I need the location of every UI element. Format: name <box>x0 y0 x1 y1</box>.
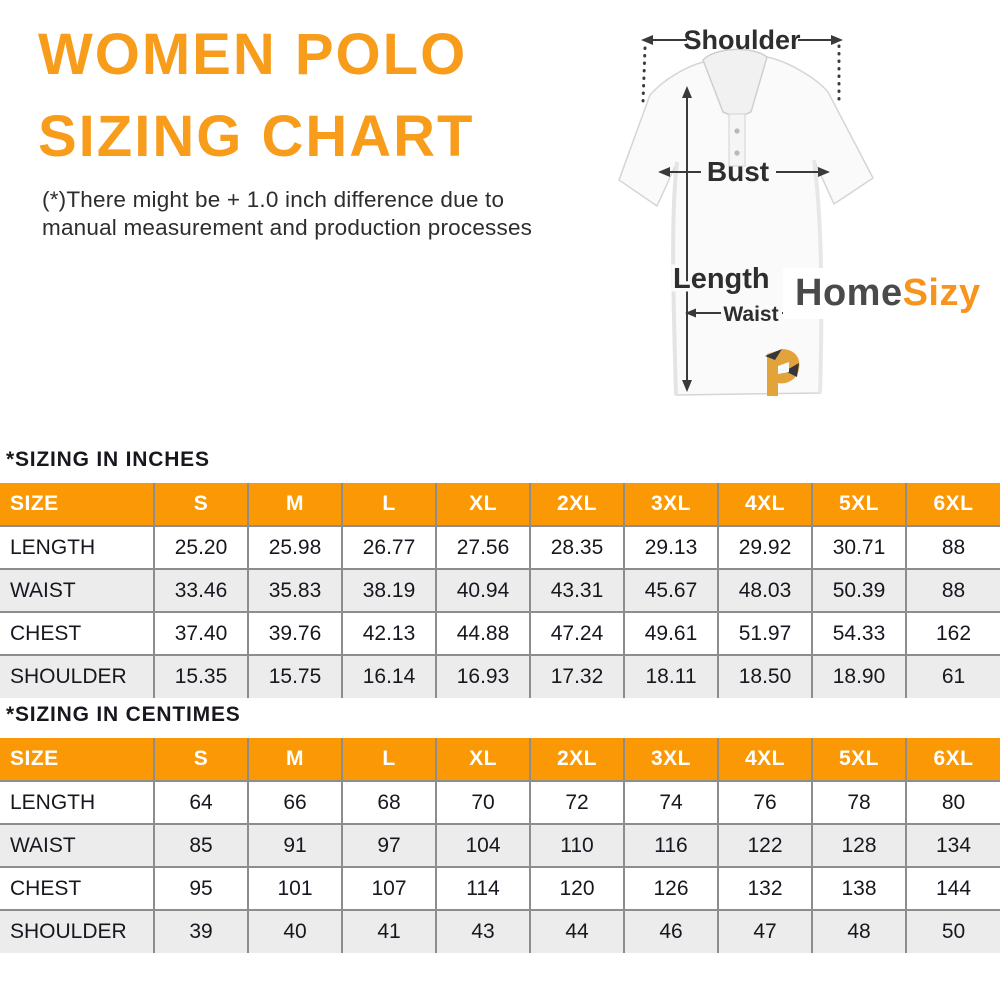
size-value-cell: 15.35 <box>154 655 248 698</box>
table-row-shoulder <box>0 655 1000 698</box>
column-header-6xl: 6XL <box>906 483 1000 526</box>
page-title-line1: WOMEN POLO <box>38 22 468 87</box>
row-label: CHEST <box>0 867 154 910</box>
table-row-length <box>0 526 1000 569</box>
page-title <box>38 14 474 179</box>
size-value-cell: 48 <box>812 910 906 953</box>
size-value-cell: 47.24 <box>530 612 624 655</box>
header-row <box>0 483 1000 526</box>
size-value-cell: 41 <box>342 910 436 953</box>
size-value-cell: 116 <box>624 824 718 867</box>
size-value-cell: 88 <box>906 526 1000 569</box>
column-header-l: L <box>342 738 436 781</box>
bust-label: Bust <box>706 156 770 187</box>
size-value-cell: 132 <box>718 867 812 910</box>
size-value-cell: 18.90 <box>812 655 906 698</box>
size-value-cell: 42.13 <box>342 612 436 655</box>
size-value-cell: 25.98 <box>248 526 342 569</box>
row-label: SHOULDER <box>0 910 154 953</box>
row-label: LENGTH <box>0 781 154 824</box>
size-value-cell: 44 <box>530 910 624 953</box>
size-value-cell: 16.93 <box>436 655 530 698</box>
row-label: LENGTH <box>0 526 154 569</box>
column-header-l: L <box>342 483 436 526</box>
disclaimer-text <box>42 186 532 242</box>
column-header-6xl: 6XL <box>906 738 1000 781</box>
size-value-cell: 35.83 <box>248 569 342 612</box>
size-value-cell: 128 <box>812 824 906 867</box>
size-value-cell: 88 <box>906 569 1000 612</box>
size-value-cell: 25.20 <box>154 526 248 569</box>
polo-button-top <box>734 128 739 133</box>
row-label: WAIST <box>0 569 154 612</box>
size-value-cell: 120 <box>530 867 624 910</box>
size-value-cell: 40 <box>248 910 342 953</box>
size-value-cell: 15.75 <box>248 655 342 698</box>
size-value-cell: 134 <box>906 824 1000 867</box>
size-value-cell: 80 <box>906 781 1000 824</box>
polo-shirt-illustration <box>615 0 1000 435</box>
waist-label: Waist <box>723 303 779 326</box>
row-label: WAIST <box>0 824 154 867</box>
size-value-cell: 68 <box>342 781 436 824</box>
disclaimer-line1: (*)There might be + 1.0 inch difference due to <box>42 187 505 212</box>
size-value-cell: 76 <box>718 781 812 824</box>
size-value-cell: 144 <box>906 867 1000 910</box>
length-label: Length <box>673 263 770 295</box>
size-value-cell: 126 <box>624 867 718 910</box>
size-value-cell: 85 <box>154 824 248 867</box>
centimes-sizing-table <box>0 738 1000 953</box>
column-header-4xl: 4XL <box>718 738 812 781</box>
column-header-4xl: 4XL <box>718 483 812 526</box>
column-header-3xl: 3XL <box>624 483 718 526</box>
size-value-cell: 50.39 <box>812 569 906 612</box>
size-value-cell: 38.19 <box>342 569 436 612</box>
column-header-s: S <box>154 483 248 526</box>
column-header-2xl: 2XL <box>530 483 624 526</box>
size-value-cell: 78 <box>812 781 906 824</box>
size-value-cell: 95 <box>154 867 248 910</box>
size-value-cell: 17.32 <box>530 655 624 698</box>
size-value-cell: 46 <box>624 910 718 953</box>
size-value-cell: 51.97 <box>718 612 812 655</box>
size-value-cell: 40.94 <box>436 569 530 612</box>
size-value-cell: 162 <box>906 612 1000 655</box>
column-header-xl: XL <box>436 483 530 526</box>
size-value-cell: 30.71 <box>812 526 906 569</box>
size-value-cell: 27.56 <box>436 526 530 569</box>
size-value-cell: 138 <box>812 867 906 910</box>
size-value-cell: 49.61 <box>624 612 718 655</box>
size-value-cell: 97 <box>342 824 436 867</box>
size-value-cell: 66 <box>248 781 342 824</box>
homesizy-logo-home: Home <box>795 272 903 314</box>
polo-measurement-diagram <box>615 0 1000 435</box>
size-value-cell: 33.46 <box>154 569 248 612</box>
column-header-3xl: 3XL <box>624 738 718 781</box>
size-value-cell: 70 <box>436 781 530 824</box>
size-value-cell: 37.40 <box>154 612 248 655</box>
size-value-cell: 47 <box>718 910 812 953</box>
table-row-chest <box>0 612 1000 655</box>
size-value-cell: 50 <box>906 910 1000 953</box>
centimes-table-caption: *SIZING IN CENTIMES <box>6 703 241 726</box>
size-value-cell: 72 <box>530 781 624 824</box>
size-value-cell: 16.14 <box>342 655 436 698</box>
column-header-m: M <box>248 738 342 781</box>
inches-table-caption: *SIZING IN INCHES <box>6 448 210 471</box>
column-header-2xl: 2XL <box>530 738 624 781</box>
homesizy-logo <box>783 268 985 319</box>
disclaimer-line2: manual measurement and production processes <box>42 214 533 240</box>
row-label: SHOULDER <box>0 655 154 698</box>
size-value-cell: 18.11 <box>624 655 718 698</box>
size-value-cell: 29.92 <box>718 526 812 569</box>
size-value-cell: 29.13 <box>624 526 718 569</box>
size-value-cell: 104 <box>436 824 530 867</box>
size-value-cell: 101 <box>248 867 342 910</box>
size-value-cell: 26.77 <box>342 526 436 569</box>
column-header-size: SIZE <box>0 483 154 526</box>
size-value-cell: 48.03 <box>718 569 812 612</box>
column-header-s: S <box>154 738 248 781</box>
column-header-size: SIZE <box>0 738 154 781</box>
homesizy-logo-sizy: Sizy <box>902 272 981 314</box>
size-value-cell: 39.76 <box>248 612 342 655</box>
size-value-cell: 61 <box>906 655 1000 698</box>
row-label: CHEST <box>0 612 154 655</box>
page-title-line2: SIZING CHART <box>38 104 475 170</box>
size-value-cell: 110 <box>530 824 624 867</box>
size-value-cell: 43.31 <box>530 569 624 612</box>
shoulder-arrow-right-icon <box>831 35 843 45</box>
column-header-5xl: 5XL <box>812 738 906 781</box>
size-value-cell: 114 <box>436 867 530 910</box>
size-value-cell: 64 <box>154 781 248 824</box>
size-value-cell: 28.35 <box>530 526 624 569</box>
column-header-m: M <box>248 483 342 526</box>
size-value-cell: 43 <box>436 910 530 953</box>
shoulder-arrow-left-icon <box>641 35 653 45</box>
size-value-cell: 39 <box>154 910 248 953</box>
size-value-cell: 91 <box>248 824 342 867</box>
table-row-waist <box>0 824 1000 867</box>
inches-sizing-table <box>0 483 1000 698</box>
size-value-cell: 107 <box>342 867 436 910</box>
size-value-cell: 74 <box>624 781 718 824</box>
header-row <box>0 738 1000 781</box>
column-header-xl: XL <box>436 738 530 781</box>
shoulder-label: Shoulder <box>683 25 801 55</box>
size-value-cell: 122 <box>718 824 812 867</box>
size-value-cell: 45.67 <box>624 569 718 612</box>
table-row-waist <box>0 569 1000 612</box>
table-row-shoulder <box>0 910 1000 953</box>
size-value-cell: 44.88 <box>436 612 530 655</box>
polo-button-bottom <box>734 150 739 155</box>
size-value-cell: 18.50 <box>718 655 812 698</box>
size-value-cell: 54.33 <box>812 612 906 655</box>
table-row-length <box>0 781 1000 824</box>
column-header-5xl: 5XL <box>812 483 906 526</box>
table-row-chest <box>0 867 1000 910</box>
